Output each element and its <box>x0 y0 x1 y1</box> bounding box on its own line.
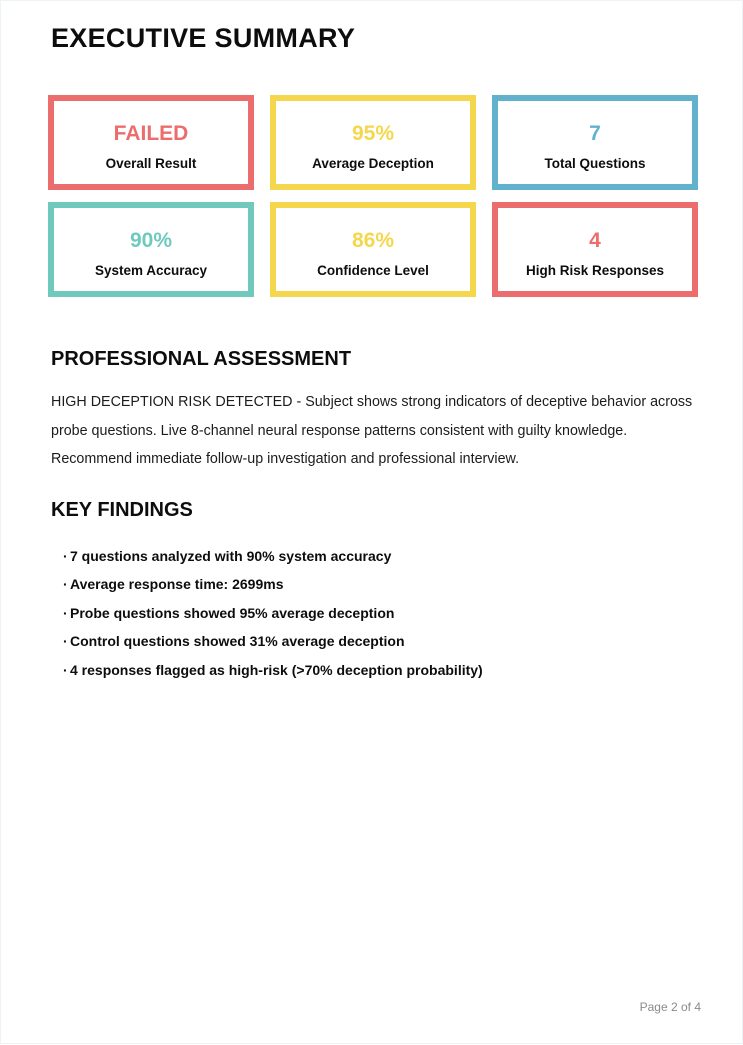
card-system-accuracy <box>48 202 254 297</box>
card-label: Average Deception <box>312 155 434 171</box>
card-label: Total Questions <box>544 155 646 171</box>
card-total-questions <box>492 95 698 190</box>
assessment-body: HIGH DECEPTION RISK DETECTED - Subject shows strong indicators of deceptive behavior across probe questions. Live 8-channel neural response patterns consistent with guilty knowledge. Recommend immediate follow-up investigation and professional interview. <box>51 394 693 467</box>
report-page <box>1 1 743 1045</box>
card-label: High Risk Responses <box>525 262 665 278</box>
card-value: FAILED <box>113 121 189 145</box>
finding-text: 4 responses flagged as high-risk (>70% deception probability) <box>70 661 483 678</box>
findings-heading: KEY FINDINGS <box>51 498 193 521</box>
finding-text: Control questions showed 31% average deception <box>70 633 405 649</box>
card-label: System Accuracy <box>94 262 208 278</box>
card-value: 90% <box>129 228 173 252</box>
page-number: Page 2 of 4 <box>639 1000 701 1014</box>
card-high-risk-responses <box>492 202 698 297</box>
card-value: 4 <box>589 228 601 252</box>
summary-cards-grid <box>48 95 698 297</box>
finding-item <box>63 599 698 628</box>
finding-item <box>63 627 698 656</box>
card-value: 95% <box>351 121 395 145</box>
finding-item <box>63 542 698 571</box>
finding-item <box>63 570 698 599</box>
card-value: 86% <box>351 228 395 252</box>
assessment-heading: PROFESSIONAL ASSESSMENT <box>51 348 352 370</box>
card-label: Overall Result <box>105 155 197 171</box>
finding-text: Average response time: 2699ms <box>70 576 284 592</box>
finding-text: Probe questions showed 95% average deception <box>70 604 395 621</box>
bullet-glyph: · <box>63 633 68 649</box>
bullet-glyph: · <box>63 661 68 678</box>
bullet-glyph: · <box>63 576 68 592</box>
bullet-glyph: · <box>63 604 68 621</box>
card-label: Confidence Level <box>317 262 429 278</box>
finding-item <box>63 656 698 685</box>
card-overall-result <box>48 95 254 190</box>
card-confidence-level <box>270 202 476 297</box>
finding-text: 7 questions analyzed with 90% system accuracy <box>70 547 392 564</box>
bullet-glyph: · <box>63 547 68 564</box>
findings-list <box>63 542 698 685</box>
page-title: EXECUTIVE SUMMARY <box>51 23 356 53</box>
card-value: 7 <box>589 121 601 145</box>
card-average-deception <box>270 95 476 190</box>
